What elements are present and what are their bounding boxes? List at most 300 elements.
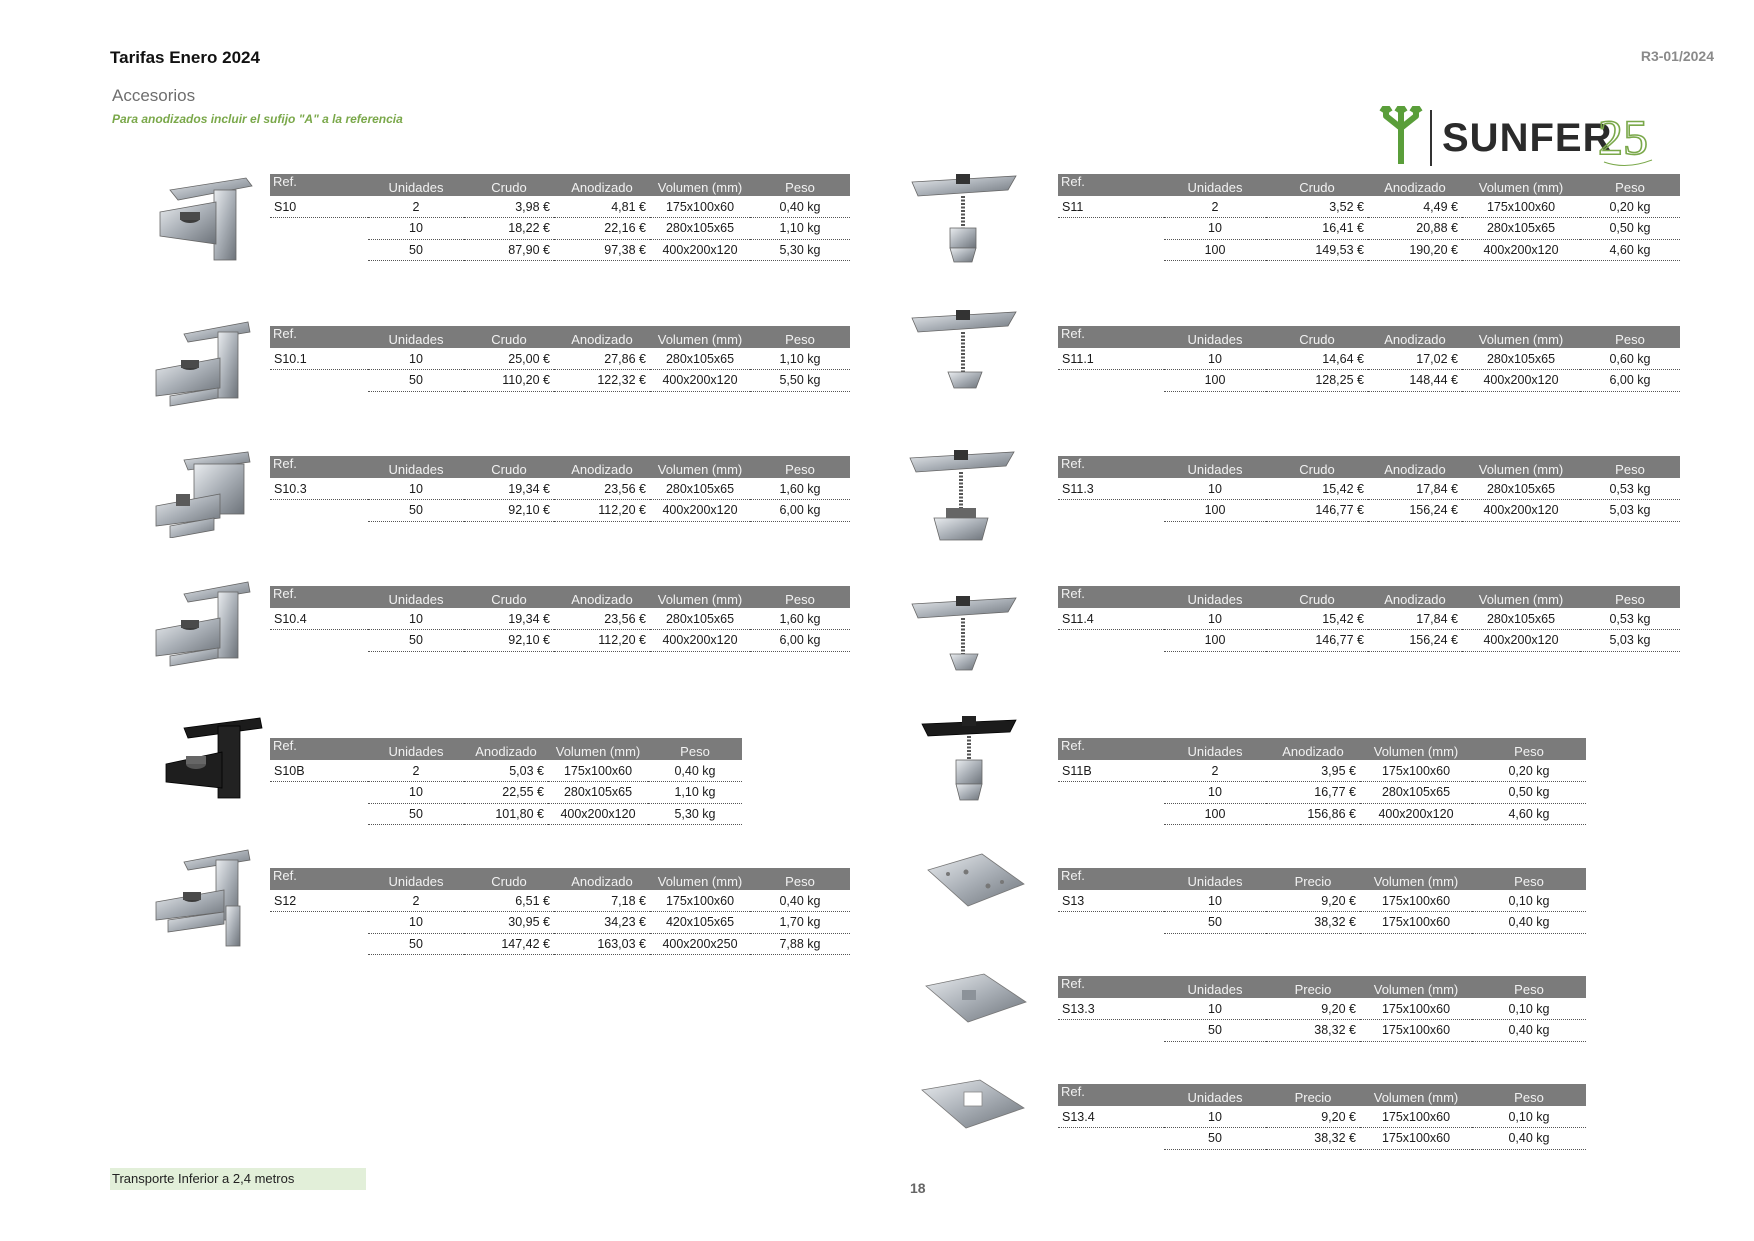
column-header: Anodizado [554, 586, 650, 608]
table-header-row [1058, 456, 1680, 478]
table-cell: 92,10 € [464, 500, 554, 522]
table-header-row [1058, 868, 1586, 890]
table-cell: 6,00 kg [750, 630, 850, 652]
table-cell: 1,10 kg [750, 348, 850, 370]
brand-logo [1378, 100, 1658, 180]
table-header-row [1058, 738, 1586, 760]
table-cell: 30,95 € [464, 912, 554, 934]
table-cell: 163,03 € [554, 933, 650, 955]
ref-cell [1058, 912, 1164, 934]
column-header: Anodizado [554, 868, 650, 890]
table-cell: 17,02 € [1368, 348, 1462, 370]
table-cell: 87,90 € [464, 239, 554, 261]
table-cell: 400x200x120 [1462, 370, 1580, 392]
column-header: Crudo [464, 326, 554, 348]
column-header: Unidades [1164, 738, 1266, 760]
table-row [1058, 998, 1586, 1020]
column-header: Unidades [1164, 868, 1266, 890]
table-cell: 16,77 € [1266, 782, 1360, 804]
table-row [270, 348, 850, 370]
column-header: Volumen (mm) [1462, 586, 1580, 608]
table-cell: 190,20 € [1368, 239, 1462, 261]
table-cell: 175x100x60 [1360, 1020, 1472, 1042]
sunfer-trident-icon [1378, 106, 1424, 166]
svg-text:25: 25 [1598, 109, 1648, 165]
table-header-row [270, 586, 850, 608]
table-row [270, 803, 742, 825]
column-header: Anodizado [464, 738, 548, 760]
column-header: Unidades [1164, 976, 1266, 998]
table-row [1058, 370, 1680, 392]
column-header: Crudo [464, 174, 554, 196]
table-cell: 16,41 € [1266, 218, 1368, 240]
column-header: Peso [1580, 456, 1680, 478]
table-cell: 17,84 € [1368, 608, 1462, 630]
table-cell: 0,10 kg [1472, 998, 1586, 1020]
table-cell: 38,32 € [1266, 1128, 1360, 1150]
table-cell: 97,38 € [554, 239, 650, 261]
table-cell: 14,64 € [1266, 348, 1368, 370]
table-cell: 1,60 kg [750, 478, 850, 500]
column-header: Ref. [1058, 174, 1164, 196]
table-cell: 400x200x120 [1462, 239, 1580, 261]
price-table-s13-4 [1058, 1084, 1586, 1150]
column-header: Volumen (mm) [1360, 868, 1472, 890]
ref-cell [270, 933, 368, 955]
ref-cell [1058, 1020, 1164, 1042]
column-header: Ref. [1058, 976, 1164, 998]
table-row [1058, 1128, 1586, 1150]
ref-cell: S13 [1058, 890, 1164, 912]
table-cell: 0,53 kg [1580, 478, 1680, 500]
table-cell: 7,88 kg [750, 933, 850, 955]
table-cell: 50 [368, 239, 464, 261]
transport-note: Transporte Inferior a 2,4 metros [110, 1168, 366, 1190]
table-cell: 3,98 € [464, 196, 554, 218]
table-cell: 10 [368, 608, 464, 630]
brand-separator [1430, 110, 1432, 166]
column-header: Ref. [1058, 326, 1164, 348]
table-row [270, 218, 850, 240]
table-cell: 17,84 € [1368, 478, 1462, 500]
price-table-s10b [270, 738, 742, 825]
table-row [270, 370, 850, 392]
product-image-s13-4 [920, 1078, 1026, 1130]
table-cell: 10 [1164, 1106, 1266, 1128]
section-note: Para anodizados incluir el sufijo "A" a la referencia [112, 112, 403, 126]
column-header: Ref. [1058, 738, 1164, 760]
table-cell: 5,30 kg [750, 239, 850, 261]
table-cell: 128,25 € [1266, 370, 1368, 392]
table-row [1058, 782, 1586, 804]
table-cell: 147,42 € [464, 933, 554, 955]
table-cell: 175x100x60 [1360, 1106, 1472, 1128]
table-cell: 0,10 kg [1472, 890, 1586, 912]
column-header: Peso [750, 174, 850, 196]
table-cell: 420x105x65 [650, 912, 750, 934]
column-header: Precio [1266, 868, 1360, 890]
table-cell: 0,40 kg [648, 760, 742, 782]
table-cell: 175x100x60 [1360, 1128, 1472, 1150]
table-cell: 100 [1164, 239, 1266, 261]
table-cell: 9,20 € [1266, 1106, 1360, 1128]
price-table-s11-3 [1058, 456, 1680, 522]
column-header: Peso [1580, 586, 1680, 608]
column-header: Unidades [368, 456, 464, 478]
table-cell: 146,77 € [1266, 500, 1368, 522]
table-cell: 0,40 kg [1472, 1020, 1586, 1042]
product-image-s12 [154, 846, 260, 950]
document-code: R3-01/2024 [1640, 48, 1714, 64]
price-table-s11-1 [1058, 326, 1680, 392]
table-cell: 6,51 € [464, 890, 554, 912]
column-header: Unidades [1164, 326, 1266, 348]
column-header: Volumen (mm) [650, 174, 750, 196]
table-cell: 4,60 kg [1472, 803, 1586, 825]
ref-cell: S10 [270, 196, 368, 218]
table-row [270, 760, 742, 782]
ref-cell [1058, 803, 1164, 825]
table-cell: 2 [368, 760, 464, 782]
table-cell: 101,80 € [464, 803, 548, 825]
table-cell: 92,10 € [464, 630, 554, 652]
table-cell: 0,53 kg [1580, 608, 1680, 630]
price-table-s10 [270, 174, 850, 261]
product-image-s10-4 [154, 578, 260, 670]
table-header-row [270, 174, 850, 196]
ref-cell: S11.1 [1058, 348, 1164, 370]
column-header: Precio [1266, 976, 1360, 998]
product-image-s11b [918, 714, 1022, 806]
table-cell: 122,32 € [554, 370, 650, 392]
table-cell: 175x100x60 [650, 890, 750, 912]
table-header-row [1058, 174, 1680, 196]
table-cell: 400x200x120 [1462, 500, 1580, 522]
column-header: Unidades [368, 738, 464, 760]
table-cell: 112,20 € [554, 500, 650, 522]
table-cell: 2 [1164, 760, 1266, 782]
ref-cell [1058, 782, 1164, 804]
column-header: Peso [648, 738, 742, 760]
table-row [1058, 890, 1586, 912]
table-row [1058, 218, 1680, 240]
brand-name: SUNFER [1442, 116, 1613, 160]
table-row [1058, 912, 1586, 934]
product-image-s11 [908, 172, 1020, 264]
table-cell: 0,40 kg [750, 890, 850, 912]
ref-cell [270, 782, 368, 804]
price-table-s13 [1058, 868, 1586, 934]
column-header: Volumen (mm) [548, 738, 648, 760]
table-cell: 2 [368, 890, 464, 912]
table-cell: 10 [368, 348, 464, 370]
table-cell: 175x100x60 [1462, 196, 1580, 218]
table-cell: 280x105x65 [650, 608, 750, 630]
table-row [270, 478, 850, 500]
column-header: Crudo [464, 456, 554, 478]
table-cell: 50 [368, 933, 464, 955]
price-table-s11 [1058, 174, 1680, 261]
table-cell: 100 [1164, 803, 1266, 825]
table-cell: 175x100x60 [548, 760, 648, 782]
table-cell: 156,24 € [1368, 500, 1462, 522]
price-table-s11b [1058, 738, 1586, 825]
column-header: Peso [750, 456, 850, 478]
column-header: Anodizado [554, 174, 650, 196]
table-row [270, 912, 850, 934]
column-header: Crudo [1266, 174, 1368, 196]
table-row [1058, 1106, 1586, 1128]
column-header: Peso [750, 868, 850, 890]
ref-cell [1058, 370, 1164, 392]
product-image-s10-1 [154, 318, 260, 410]
document-title: Tarifas Enero 2024 [110, 48, 260, 67]
ref-cell: S10.4 [270, 608, 368, 630]
column-header: Ref. [1058, 1084, 1164, 1106]
price-table-s13-3 [1058, 976, 1586, 1042]
ref-cell [1058, 500, 1164, 522]
table-cell: 15,42 € [1266, 608, 1368, 630]
table-cell: 15,42 € [1266, 478, 1368, 500]
table-header-row [1058, 976, 1586, 998]
table-cell: 18,22 € [464, 218, 554, 240]
table-cell: 0,50 kg [1472, 782, 1586, 804]
column-header: Crudo [1266, 326, 1368, 348]
table-cell: 0,20 kg [1580, 196, 1680, 218]
column-header: Volumen (mm) [650, 326, 750, 348]
table-cell: 10 [368, 478, 464, 500]
table-cell: 400x200x120 [1462, 630, 1580, 652]
table-cell: 400x200x120 [548, 803, 648, 825]
column-header: Crudo [1266, 586, 1368, 608]
table-cell: 156,24 € [1368, 630, 1462, 652]
table-cell: 110,20 € [464, 370, 554, 392]
table-cell: 112,20 € [554, 630, 650, 652]
table-cell: 148,44 € [1368, 370, 1462, 392]
product-image-s13 [926, 852, 1026, 908]
table-cell: 38,32 € [1266, 1020, 1360, 1042]
table-cell: 50 [1164, 1128, 1266, 1150]
table-cell: 25,00 € [464, 348, 554, 370]
table-row [1058, 630, 1680, 652]
table-row [270, 782, 742, 804]
table-row [270, 890, 850, 912]
ref-cell: S10.1 [270, 348, 368, 370]
table-cell: 0,50 kg [1580, 218, 1680, 240]
table-cell: 50 [368, 370, 464, 392]
ref-cell [1058, 1128, 1164, 1150]
table-header-row [270, 326, 850, 348]
ref-cell: S10.3 [270, 478, 368, 500]
table-cell: 175x100x60 [650, 196, 750, 218]
table-row [1058, 608, 1680, 630]
column-header: Volumen (mm) [1360, 976, 1472, 998]
column-header: Precio [1266, 1084, 1360, 1106]
column-header: Peso [1580, 326, 1680, 348]
column-header: Peso [1472, 1084, 1586, 1106]
table-row [1058, 1020, 1586, 1042]
table-cell: 20,88 € [1368, 218, 1462, 240]
column-header: Ref. [270, 738, 368, 760]
product-image-s10-3 [154, 446, 260, 538]
table-cell: 3,95 € [1266, 760, 1360, 782]
price-table-s10-3 [270, 456, 850, 522]
table-cell: 2 [368, 196, 464, 218]
table-cell: 175x100x60 [1360, 890, 1472, 912]
product-image-s11-3 [906, 448, 1018, 544]
table-cell: 5,03 kg [1580, 500, 1680, 522]
table-cell: 10 [1164, 998, 1266, 1020]
table-cell: 9,20 € [1266, 998, 1360, 1020]
section-title: Accesorios [112, 86, 196, 105]
table-cell: 9,20 € [1266, 890, 1360, 912]
table-cell: 280x105x65 [1462, 348, 1580, 370]
table-cell: 1,70 kg [750, 912, 850, 934]
table-cell: 22,16 € [554, 218, 650, 240]
anniversary-seal-icon [1596, 102, 1658, 172]
column-header: Volumen (mm) [650, 868, 750, 890]
table-cell: 50 [368, 630, 464, 652]
ref-cell: S11.3 [1058, 478, 1164, 500]
table-cell: 100 [1164, 630, 1266, 652]
column-header: Crudo [464, 586, 554, 608]
ref-cell: S13.4 [1058, 1106, 1164, 1128]
table-header-row [1058, 586, 1680, 608]
table-cell: 3,52 € [1266, 196, 1368, 218]
table-cell: 19,34 € [464, 608, 554, 630]
table-cell: 10 [1164, 782, 1266, 804]
column-header: Anodizado [1368, 174, 1462, 196]
table-cell: 5,03 € [464, 760, 548, 782]
column-header: Volumen (mm) [650, 586, 750, 608]
column-header: Ref. [1058, 868, 1164, 890]
product-image-s10 [156, 172, 260, 262]
product-image-s11-1 [908, 308, 1020, 400]
table-cell: 27,86 € [554, 348, 650, 370]
column-header: Anodizado [1368, 586, 1462, 608]
table-cell: 280x105x65 [1360, 782, 1472, 804]
column-header: Anodizado [1368, 456, 1462, 478]
ref-cell [1058, 239, 1164, 261]
table-cell: 10 [1164, 608, 1266, 630]
ref-cell [270, 370, 368, 392]
column-header: Anodizado [1368, 326, 1462, 348]
table-cell: 38,32 € [1266, 912, 1360, 934]
table-cell: 6,00 kg [750, 500, 850, 522]
table-cell: 100 [1164, 500, 1266, 522]
ref-cell [270, 239, 368, 261]
table-row [1058, 196, 1680, 218]
column-header: Anodizado [554, 456, 650, 478]
product-image-s10b [164, 716, 264, 806]
column-header: Ref. [270, 174, 368, 196]
column-header: Volumen (mm) [1462, 456, 1580, 478]
column-header: Anodizado [554, 326, 650, 348]
table-cell: 280x105x65 [1462, 218, 1580, 240]
table-cell: 280x105x65 [650, 348, 750, 370]
table-cell: 149,53 € [1266, 239, 1368, 261]
table-cell: 34,23 € [554, 912, 650, 934]
table-cell: 19,34 € [464, 478, 554, 500]
price-table-s12 [270, 868, 850, 955]
ref-cell [270, 912, 368, 934]
table-cell: 5,30 kg [648, 803, 742, 825]
table-cell: 10 [1164, 348, 1266, 370]
table-cell: 1,10 kg [750, 218, 850, 240]
product-image-s13-3 [924, 972, 1028, 1024]
table-cell: 175x100x60 [1360, 760, 1472, 782]
table-cell: 146,77 € [1266, 630, 1368, 652]
ref-cell [270, 630, 368, 652]
table-cell: 5,50 kg [750, 370, 850, 392]
table-cell: 400x200x120 [650, 500, 750, 522]
column-header: Unidades [1164, 456, 1266, 478]
table-cell: 0,40 kg [1472, 1128, 1586, 1150]
table-cell: 50 [368, 500, 464, 522]
column-header: Volumen (mm) [650, 456, 750, 478]
ref-cell [1058, 630, 1164, 652]
table-cell: 50 [368, 803, 464, 825]
table-cell: 2 [1164, 196, 1266, 218]
column-header: Volumen (mm) [1462, 326, 1580, 348]
price-table-s10-1 [270, 326, 850, 392]
table-cell: 400x200x120 [650, 630, 750, 652]
column-header: Crudo [464, 868, 554, 890]
column-header: Peso [1472, 738, 1586, 760]
table-cell: 5,03 kg [1580, 630, 1680, 652]
table-cell: 23,56 € [554, 478, 650, 500]
ref-cell: S10B [270, 760, 368, 782]
table-cell: 10 [1164, 218, 1266, 240]
table-row [1058, 348, 1680, 370]
table-cell: 4,60 kg [1580, 239, 1680, 261]
column-header: Unidades [368, 586, 464, 608]
table-cell: 4,81 € [554, 196, 650, 218]
table-header-row [1058, 326, 1680, 348]
table-header-row [1058, 1084, 1586, 1106]
table-cell: 23,56 € [554, 608, 650, 630]
column-header: Unidades [368, 868, 464, 890]
column-header: Unidades [368, 326, 464, 348]
table-cell: 1,60 kg [750, 608, 850, 630]
column-header: Peso [1580, 174, 1680, 196]
table-row [1058, 478, 1680, 500]
table-cell: 280x105x65 [1462, 608, 1580, 630]
column-header: Ref. [270, 326, 368, 348]
column-header: Unidades [1164, 586, 1266, 608]
table-row [270, 196, 850, 218]
table-header-row [270, 456, 850, 478]
table-cell: 10 [1164, 890, 1266, 912]
table-cell: 0,40 kg [750, 196, 850, 218]
table-cell: 10 [368, 912, 464, 934]
table-row [270, 608, 850, 630]
table-cell: 7,18 € [554, 890, 650, 912]
table-cell: 400x200x120 [650, 239, 750, 261]
table-cell: 280x105x65 [650, 478, 750, 500]
column-header: Peso [1472, 868, 1586, 890]
column-header: Peso [750, 586, 850, 608]
table-cell: 1,10 kg [648, 782, 742, 804]
table-row [1058, 803, 1586, 825]
column-header: Volumen (mm) [1462, 174, 1580, 196]
price-table-s10-4 [270, 586, 850, 652]
table-cell: 175x100x60 [1360, 912, 1472, 934]
table-cell: 10 [368, 218, 464, 240]
column-header: Peso [1472, 976, 1586, 998]
ref-cell [1058, 218, 1164, 240]
table-cell: 400x200x120 [1360, 803, 1472, 825]
